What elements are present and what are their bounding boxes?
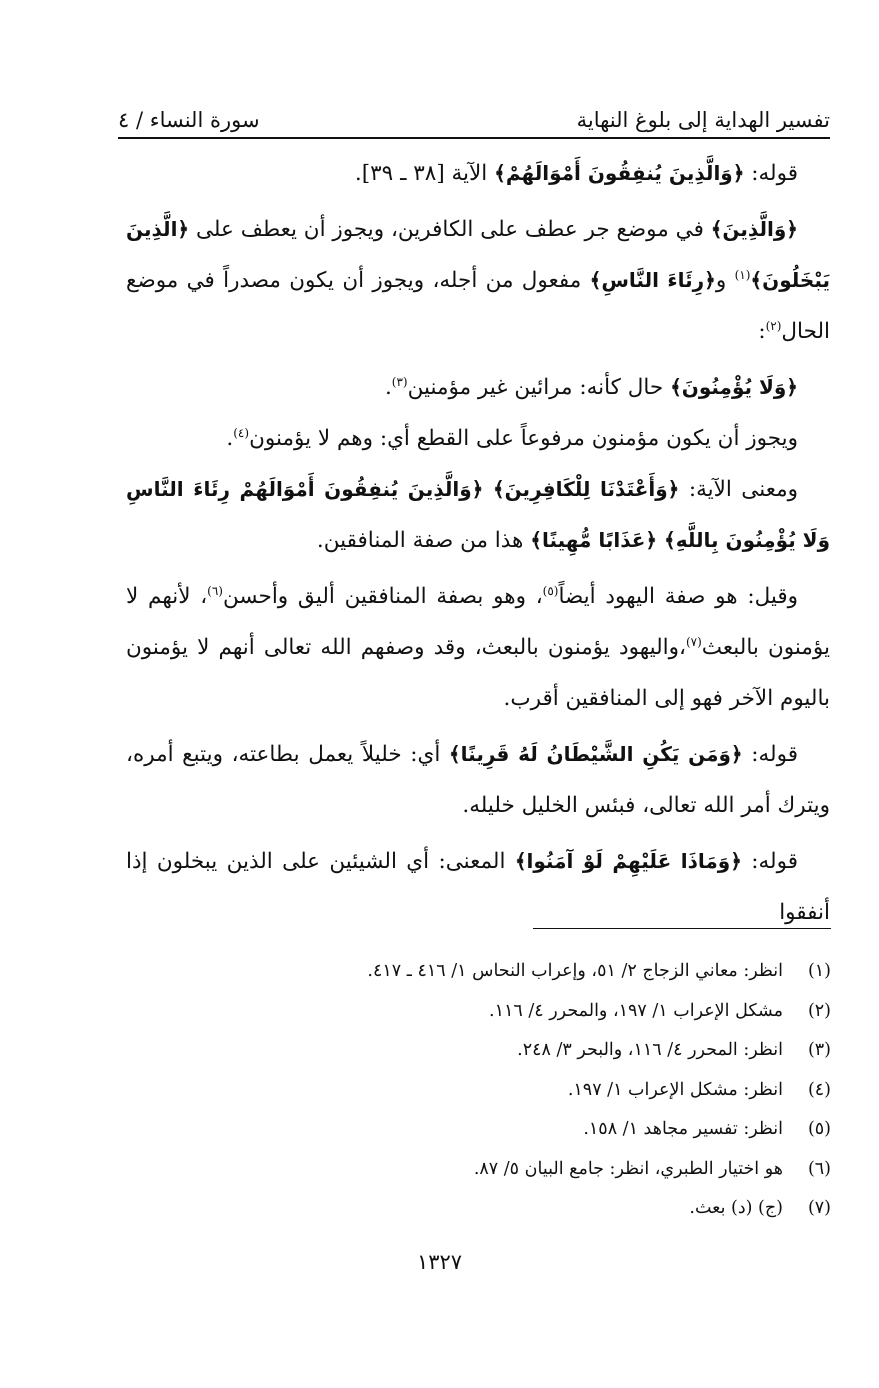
page-number: ١٣٢٧ bbox=[416, 1250, 463, 1274]
footnote-number: (٦) bbox=[807, 1158, 831, 1179]
footnote-number: (٤) bbox=[807, 1079, 831, 1100]
quran-quote: ﴿وَمَاذَا عَلَيْهِمْ لَوْ آمَنُوا﴾ bbox=[514, 849, 742, 873]
footnotes bbox=[300, 952, 831, 1229]
quran-quote: ﴿الَّذِينَ يَبْخَلُونَ﴾ bbox=[126, 217, 831, 292]
footnote-item bbox=[300, 952, 831, 992]
footnote-number: (٣) bbox=[807, 1040, 831, 1060]
footnote-text: انظر: تفسير مجاهد ١/ ١٥٨. bbox=[583, 1119, 783, 1139]
header-rule bbox=[118, 137, 830, 139]
quran-quote: ﴿وَأَعْتَدْنَا لِلْكَافِرِينَ﴾ bbox=[492, 477, 680, 501]
paragraph: ﴿وَالَّذِينَ﴾ في موضع جر عطف على الكافرين، ويجوز أن يعطف على ﴿الَّذِينَ يَبْخَلُونَ﴾$^{(١)}$ و﴿رِئَاءَ النَّاسِ﴾ مفعول من أجله، ويجوز أن يكون مصدراً في موضع الحال$^{(٢)}$: bbox=[126, 217, 831, 344]
footnote-item bbox=[300, 1110, 831, 1150]
paragraph: ويجوز أن يكون مؤمنون مرفوعاً على القطع أي: وهم لا يؤمنون$^{(٤)}$. bbox=[226, 425, 798, 451]
paragraph: قوله: ﴿وَمَن يَكُنِ الشَّيْطَانُ لَهُ قَرِينًا﴾ أي: خليلاً يعمل بطاعته، ويتبع أمره، ويترك أمر الله تعالى، فبئس الخليل خليله. bbox=[126, 742, 830, 818]
footnote-number: (٥) bbox=[807, 1119, 831, 1139]
footnote-number: (١) bbox=[807, 961, 831, 981]
paragraph: ومعنى الآية: ﴿وَأَعْتَدْنَا لِلْكَافِرِينَ﴾ ﴿وَالَّذِينَ يُنفِقُونَ أَمْوَالَهُمْ رِئَاءَ النَّاسِ وَلَا يُؤْمِنُونَ بِاللَّهِ﴾ ﴿عَذَابًا مُّهِينًا﴾ هذا من صفة المنافقين. bbox=[126, 477, 830, 553]
book-title: تفسير الهداية إلى بلوغ النهاية bbox=[576, 108, 830, 132]
quran-quote: ﴿وَالَّذِينَ يُنفِقُونَ أَمْوَالَهُمْ﴾ bbox=[494, 161, 745, 185]
paragraph: قوله: ﴿وَمَاذَا عَلَيْهِمْ لَوْ آمَنُوا﴾ المعنى: أي الشيئين على الذين يبخلون إذا أنفقوا bbox=[126, 849, 830, 925]
quran-quote: ﴿وَمَن يَكُنِ الشَّيْطَانُ لَهُ قَرِينًا﴾ bbox=[448, 742, 743, 766]
quran-quote: ﴿وَالَّذِينَ يُنفِقُونَ أَمْوَالَهُمْ رِئَاءَ النَّاسِ وَلَا يُؤْمِنُونَ بِاللَّهِ﴾ bbox=[126, 477, 830, 552]
footnote-item bbox=[300, 1150, 831, 1190]
footnote-item bbox=[300, 1071, 831, 1111]
footnote-ref: (١) bbox=[734, 267, 751, 282]
quran-quote: ﴿وَلَا يُؤْمِنُونَ﴾ bbox=[670, 375, 798, 399]
quran-quote: ﴿رِئَاءَ النَّاسِ﴾ bbox=[589, 268, 716, 292]
quran-quote: ﴿عَذَابًا مُّهِينًا﴾ bbox=[530, 528, 658, 552]
footnote-text: مشكل الإعراب ١/ ١٩٧، والمحرر ٤/ ١١٦. bbox=[489, 1000, 783, 1021]
paragraph: وقيل: هو صفة اليهود أيضاً$^{(٥)}$، وهو بصفة المنافقين أليق وأحسن$^{(٦)}$، لأنهم لا يؤمنون بالبعث$^{(٧)}$،واليهود يؤمنون بالبعث، وقد وصفهم الله تعالى أنهم لا يؤمنون باليوم الآخر فهو إلى المنافقين أقرب. bbox=[126, 583, 830, 711]
paragraph: ﴿وَلَا يُؤْمِنُونَ﴾ حال كأنه: مرائين غير مؤمنين$^{(٣)}$. bbox=[384, 374, 798, 400]
footnote-item bbox=[300, 1031, 831, 1071]
footnote-text: هو اختيار الطبري، انظر: جامع البيان ٥/ ٨٧. bbox=[473, 1158, 783, 1179]
main-text bbox=[126, 148, 830, 938]
footnote-ref: (٤) bbox=[233, 425, 250, 440]
footnote-text: انظر: معاني الزجاج ٢/ ٥١، وإعراب النحاس ١/ ٤١٦ ـ ٤١٧. bbox=[367, 961, 783, 981]
paragraph: قوله: ﴿وَالَّذِينَ يُنفِقُونَ أَمْوَالَهُمْ﴾ الآية [٣٨ ـ ٣٩]. bbox=[354, 161, 798, 186]
footnote-item bbox=[300, 1189, 831, 1229]
footnote-separator bbox=[533, 928, 831, 929]
footnote-ref: (٣) bbox=[391, 374, 408, 389]
footnote-text: انظر: مشكل الإعراب ١/ ١٩٧. bbox=[567, 1079, 783, 1100]
footnote-text: انظر: المحرر ٤/ ١١٦، والبحر ٣/ ٢٤٨. bbox=[517, 1040, 783, 1060]
footnote-item bbox=[300, 992, 831, 1032]
footnote-ref: (٧) bbox=[685, 634, 702, 649]
footnote-number: (٧) bbox=[807, 1198, 831, 1218]
footnote-text: (ج) (د) بعث. bbox=[689, 1198, 783, 1218]
footnote-number: (٢) bbox=[807, 1000, 831, 1021]
quran-quote: ﴿وَالَّذِينَ﴾ bbox=[710, 217, 798, 241]
running-header bbox=[118, 92, 830, 132]
footnote-ref: (٢) bbox=[765, 318, 782, 333]
surah-label: سورة النساء / ٤ bbox=[118, 108, 260, 132]
footnote-ref: (٦) bbox=[207, 583, 223, 598]
footnote-ref: (٥) bbox=[542, 583, 559, 598]
